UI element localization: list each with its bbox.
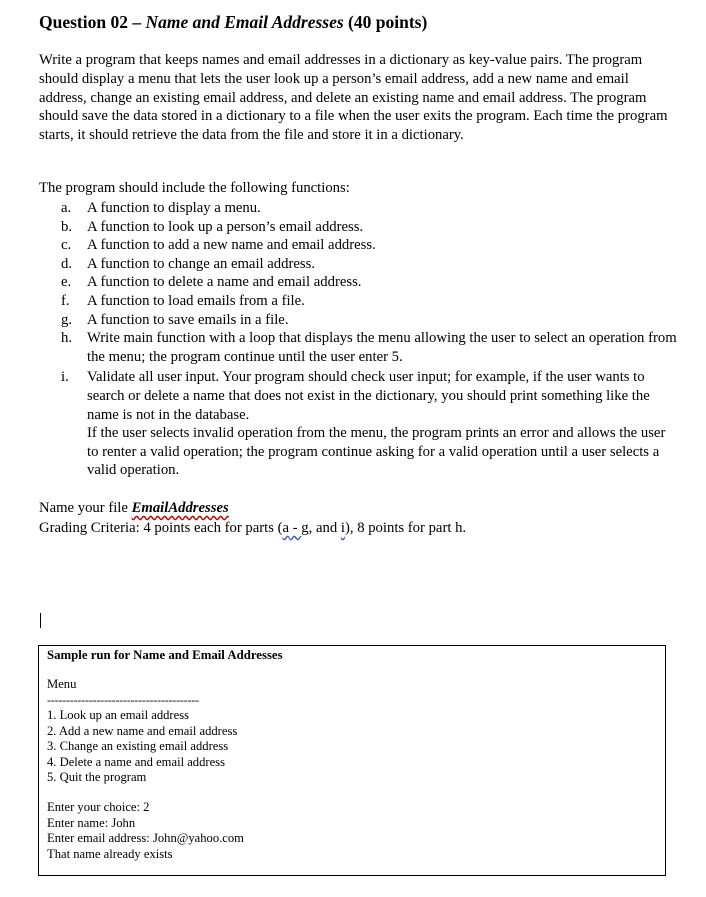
list-text: Validate all user input. Your program should check user input; for example, if the user wants to search or delete a name that does not exist in the dictionary, you should print something like the name is not in the database. — [87, 369, 650, 423]
list-text: A function to load emails from a file. — [87, 292, 305, 309]
list-item — [39, 199, 679, 218]
run-line: Enter your choice: 2 — [47, 800, 150, 814]
list-text: A function to save emails in a file. — [87, 311, 289, 328]
menu-options — [47, 708, 237, 786]
file-label: Name your file — [39, 500, 132, 516]
list-item — [39, 311, 679, 330]
question-prefix: Question 02 – — [39, 12, 146, 32]
list-text: A function to look up a person’s email address. — [87, 218, 364, 235]
list-item — [39, 236, 679, 255]
list-marker: g. — [61, 311, 73, 328]
sample-run-output — [47, 800, 244, 862]
file-name-line — [39, 500, 229, 517]
menu-option: 3. Change an existing email address — [47, 739, 229, 754]
menu-option: 1. Look up an email address — [47, 708, 189, 722]
list-marker: a. — [61, 200, 72, 216]
list-marker: h. — [61, 330, 73, 347]
run-line: That name already exists — [47, 846, 173, 861]
list-item — [39, 292, 679, 311]
functions-list — [39, 199, 679, 480]
menu-separator: ---------------------------------------- — [47, 693, 199, 707]
grading-part-a: a — [282, 520, 290, 536]
functions-intro: The program should include the following functions: — [39, 180, 350, 196]
grading-criteria — [39, 520, 466, 537]
run-line: Enter name: John — [47, 815, 136, 830]
list-text-continued: If the user selects invalid operation from the menu, the program prints an error and allows the user to renter a valid operation; the program continue asking for a valid operation until a user selects a valid operation. — [87, 425, 666, 479]
grading-part-i: i — [340, 520, 345, 536]
list-text: A function to change an email address. — [87, 255, 315, 272]
question-name: Name and Email Addresses — [145, 12, 344, 32]
grading-dash: - — [289, 520, 302, 536]
list-marker: c. — [61, 237, 72, 254]
grading-suffix: ), 8 points for part h. — [344, 520, 467, 536]
list-marker: d. — [61, 255, 73, 272]
list-item — [39, 329, 679, 366]
description-paragraph: Write a program that keeps names and email addresses in a dictionary as key-value pairs. The program should display a menu that lets the user look up a person’s email address, add a new name and email address, change an existing email address, and delete an existing name and email address. The program should save the data stored in a dictionary to a file when the user exits the program. Each time the program starts, it should retrieve the data from the file and store it in a dictionary. — [39, 52, 668, 144]
menu-option: 2. Add a new name and email address — [47, 723, 238, 738]
sample-run-box — [38, 645, 666, 876]
menu-option: 4. Delete a name and email address — [47, 754, 225, 769]
run-line: Enter email address: John@yahoo.com — [47, 831, 244, 846]
list-marker: e. — [61, 274, 72, 291]
question-points: (40 points) — [343, 12, 428, 32]
list-marker: i. — [61, 369, 69, 386]
grading-prefix: Grading Criteria: 4 points each for parts ( — [39, 520, 283, 536]
text-cursor — [40, 613, 41, 628]
list-item — [39, 255, 679, 274]
list-marker: f. — [61, 292, 70, 309]
list-item — [39, 273, 679, 292]
list-item — [39, 218, 679, 237]
menu-option: 5. Quit the program — [47, 770, 147, 785]
list-text: Write main function with a loop that displays the menu allowing the user to select an operation from the menu; the program continue until the user enter 5. — [87, 330, 677, 365]
list-text: A function to delete a name and email address. — [87, 274, 362, 291]
menu-label: Menu — [47, 677, 77, 691]
list-item — [39, 368, 679, 480]
list-text: A function to add a new name and email address. — [87, 237, 376, 254]
question-title — [39, 12, 427, 33]
grading-part-g: g, and — [301, 520, 341, 536]
list-marker: b. — [61, 218, 73, 235]
list-text: A function to display a menu. — [87, 200, 261, 216]
sample-title: Sample run for Name and Email Addresses — [47, 648, 283, 662]
file-name: EmailAddresses — [131, 500, 229, 516]
